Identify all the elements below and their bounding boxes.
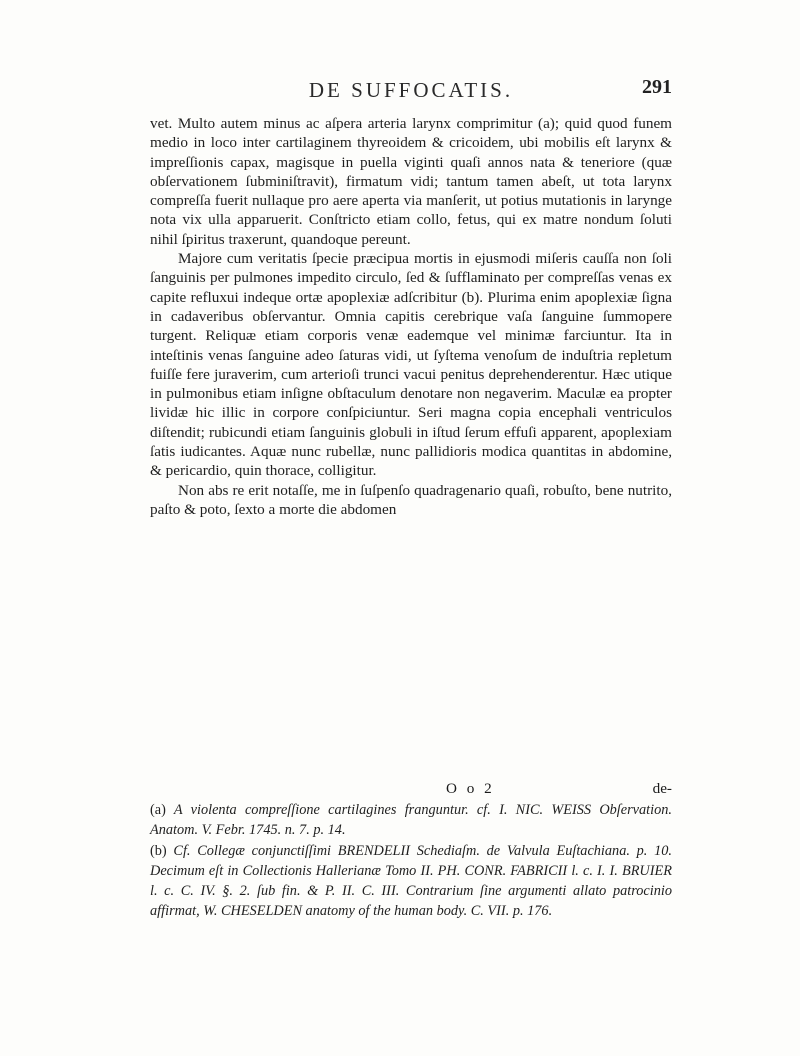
footnote [150,841,672,921]
footnotes [150,800,672,922]
signature-mark: O o 2 [446,780,495,797]
catchword: de- [652,780,672,797]
footnote-mark: (a) [150,802,166,818]
footnote-text: Cf. Collegæ conjunctiſſimi BRENDELII Schediaſm. de Valvula Euſtachiana. p. 10. Decimum eſt in Collectionis Hallerianæ Tomo II. PH. CONR. FABRICII l. c. I. I. BRUIER l. c. C. IV. §. 2. ſub fin. & P. II. C. III. Contrarium ſine argumenti allato patrocinio affirmat, W. CHESELDEN anatomy of the human body. C. VII. p. 176. [150,843,672,919]
page-header [150,76,672,106]
paragraph: Non abs re erit notaſſe, me in ſuſpenſo quadragenario quaſi, robuſto, bene nutrito, paſto & poto, ſexto a morte die abdomen [150,481,672,518]
footnote [150,800,672,840]
paragraph: Majore cum veritatis ſpecie præcipua mortis in ejusmodi miſeris cauſſa non ſoli ſanguinis per pulmones impedito circulo, ſed & ſufflaminato per compreſſas venas ex capite refluxui indeque ortæ apoplexiæ adſcribitur (b). Plurima enim apoplexiæ ſigna in cadaveribus obſervantur. Omnia capitis cerebrique vaſa ſanguine ſummopere turgent. Reliquæ etiam corporis venæ eademque vel minimæ farciuntur. Ita in inteſtinis venas ſanguine adeo ſaturas vidi, ut ſyſtema venoſum de induſtria repletum fuiſſe fere juraverim, cum arterioſi trunci vacui penitus deprehenderentur. Hæc utique in pulmonibus etiam inſigne obſtaculum denotare non negaverim. Maculæ ea propter lividæ hic illic in corpore conſpiciuntur. Seri magna copia encephali ventriculos diſtendit; rubicundi etiam ſanguinis globuli in iſtud ſerum effuſi apparent, apoplexiam ſatis iudicantes. Aquæ nunc rubellæ, nunc pallidioris modica quantitas in abdomine, & pericardio, quin thorace, colligitur. [150,250,672,480]
footnote-mark: (b) [150,843,167,859]
signature-line [150,780,672,800]
page-number: 291 [642,76,672,98]
footnote-text: A violenta compreſſione cartilagines franguntur. cf. I. NIC. WEISS Obſervation. Anatom. V. Febr. 1745. n. 7. p. 14. [150,802,672,838]
running-head: DE SUFFOCATIS. [308,78,514,102]
paragraph-continuation: vet. Multo autem minus ac aſpera arteria larynx comprimitur (a); quid quod funem medio in loco inter cartilaginem thyreoidem & cricoidem, ubi mobilis eſt larynx & impreſſionis capax, magisque in puella viginti quaſi annos nata & teneriore (quæ obſervationem ſubminiſtravit), firmatum vidi; tantum tamen abeſt, ut tota larynx compreſſa fuerit nullaque pro aere aperta via manſerit, ut potius mutationis in larynge nota vix ulla apparuerit. Conſtricto etiam collo, fetus, qui ex matre nondum ſoluti nihil ſpiritus traxerunt, quandoque pereunt. [150,115,672,248]
main-text [150,114,672,519]
